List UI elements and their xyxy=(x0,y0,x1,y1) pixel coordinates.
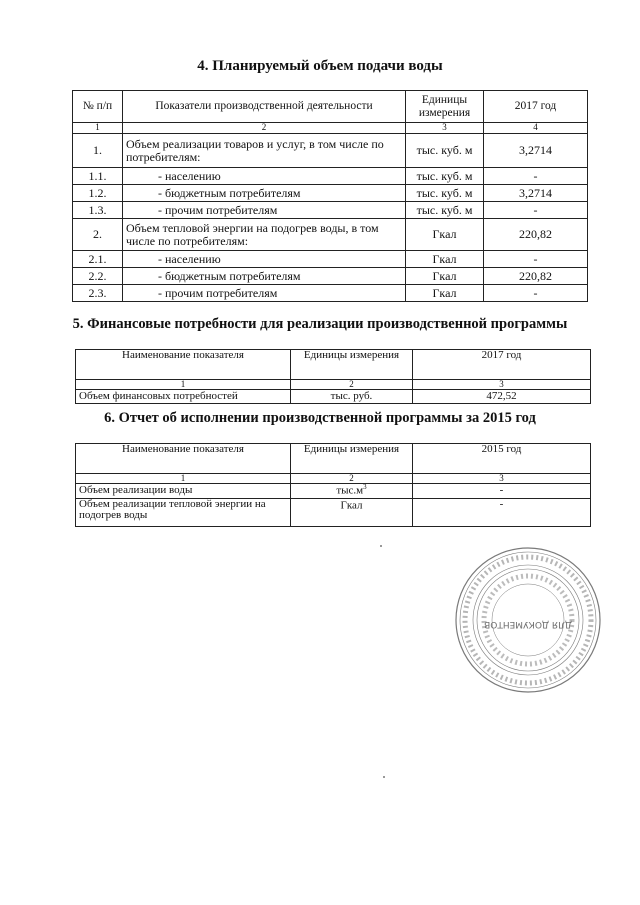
col-number: 3 xyxy=(413,474,591,484)
col-number: 2 xyxy=(291,474,413,484)
row-unit xyxy=(291,498,413,526)
header-indicator: Показатели производственной деятельности xyxy=(123,91,406,123)
table-row xyxy=(76,498,591,526)
row-unit: тыс. руб. xyxy=(291,390,413,404)
section4-title: 4. Планируемый объем подачи воды xyxy=(197,58,443,74)
row-name: - бюджетным потребителям xyxy=(123,268,406,285)
col-number: 4 xyxy=(484,123,588,134)
header-unit: Единицы измерения xyxy=(291,350,413,380)
section6-title: 6. Отчет об исполнении производственной программы за 2015 год xyxy=(104,410,536,426)
row-unit: Гкал xyxy=(406,285,484,302)
header-unit: Единицы измерения xyxy=(406,91,484,123)
row-num: 2.1. xyxy=(73,251,123,268)
row-value: - xyxy=(484,285,588,302)
row-num: 1. xyxy=(73,134,123,168)
row-value: - xyxy=(413,484,591,498)
scan-speck xyxy=(383,776,385,778)
col-number: 1 xyxy=(76,474,291,484)
row-value: - xyxy=(484,251,588,268)
table-row xyxy=(73,134,588,168)
header-num: № п/п xyxy=(73,91,123,123)
row-name: Объем реализации товаров и услуг, в том числе по потребителям: xyxy=(123,134,406,168)
header-year: 2017 год xyxy=(484,91,588,123)
row-num: 1.1. xyxy=(73,168,123,185)
col-number: 2 xyxy=(123,123,406,134)
header-unit: Единицы измерения xyxy=(291,444,413,474)
header-name: Наименование показателя xyxy=(76,444,291,474)
execution-report-table xyxy=(75,443,591,527)
row-value: 220,82 xyxy=(484,268,588,285)
row-num: 1.2. xyxy=(73,185,123,202)
unit-base: тыс.м xyxy=(336,485,364,498)
row-value: 3,2714 xyxy=(484,185,588,202)
table-row xyxy=(73,202,588,219)
section5-title: 5. Финансовые потребности для реализации производственной программы xyxy=(72,316,568,332)
row-unit: тыс. куб. м xyxy=(406,202,484,219)
row-value: 3,2714 xyxy=(484,134,588,168)
row-num: 2.3. xyxy=(73,285,123,302)
financial-needs-table xyxy=(75,349,591,404)
col-number: 1 xyxy=(73,123,123,134)
row-name: Объем финансовых потребностей xyxy=(76,390,291,404)
table-row xyxy=(76,390,591,404)
row-unit xyxy=(291,484,413,498)
header-year: 2017 год xyxy=(413,350,591,380)
row-num: 2.2. xyxy=(73,268,123,285)
row-unit: тыс. куб. м xyxy=(406,134,484,168)
row-unit: Гкал xyxy=(406,219,484,251)
header-name: Наименование показателя xyxy=(76,350,291,380)
col-number: 3 xyxy=(406,123,484,134)
round-seal-stamp xyxy=(453,545,603,695)
row-name: - населению xyxy=(123,251,406,268)
table-row xyxy=(73,251,588,268)
planned-water-supply-table xyxy=(72,90,588,302)
unit-superscript: 3 xyxy=(363,483,367,492)
table-row xyxy=(73,219,588,251)
row-value: 472,52 xyxy=(413,390,591,404)
table-row xyxy=(73,168,588,185)
row-unit: тыс. куб. м xyxy=(406,185,484,202)
row-value: - xyxy=(484,202,588,219)
row-value: - xyxy=(413,498,591,526)
row-name: Объем реализации воды xyxy=(76,484,291,498)
table-row xyxy=(76,484,591,498)
row-unit: Гкал xyxy=(406,268,484,285)
row-name: - населению xyxy=(123,168,406,185)
row-name: - прочим потребителям xyxy=(123,202,406,219)
col-number: 2 xyxy=(291,380,413,390)
row-name: - бюджетным потребителям xyxy=(123,185,406,202)
row-name: Объем реализации тепловой энергии на подогрев воды xyxy=(76,498,291,526)
col-number: 1 xyxy=(76,380,291,390)
unit-base: Гкал xyxy=(340,499,363,512)
stamp-center-text: ДЛЯ ДОКУМЕНТОВ xyxy=(484,619,572,629)
table-row xyxy=(73,268,588,285)
col-number: 3 xyxy=(413,380,591,390)
row-unit: Гкал xyxy=(406,251,484,268)
scan-speck xyxy=(380,545,382,547)
table-row xyxy=(73,185,588,202)
row-name: - прочим потребителям xyxy=(123,285,406,302)
row-num: 1.3. xyxy=(73,202,123,219)
row-unit: тыс. куб. м xyxy=(406,168,484,185)
row-num: 2. xyxy=(73,219,123,251)
row-name: Объем тепловой энергии на подогрев воды, в том числе по потребителям: xyxy=(123,219,406,251)
table-row xyxy=(73,285,588,302)
header-year: 2015 год xyxy=(413,444,591,474)
row-value: 220,82 xyxy=(484,219,588,251)
row-value: - xyxy=(484,168,588,185)
